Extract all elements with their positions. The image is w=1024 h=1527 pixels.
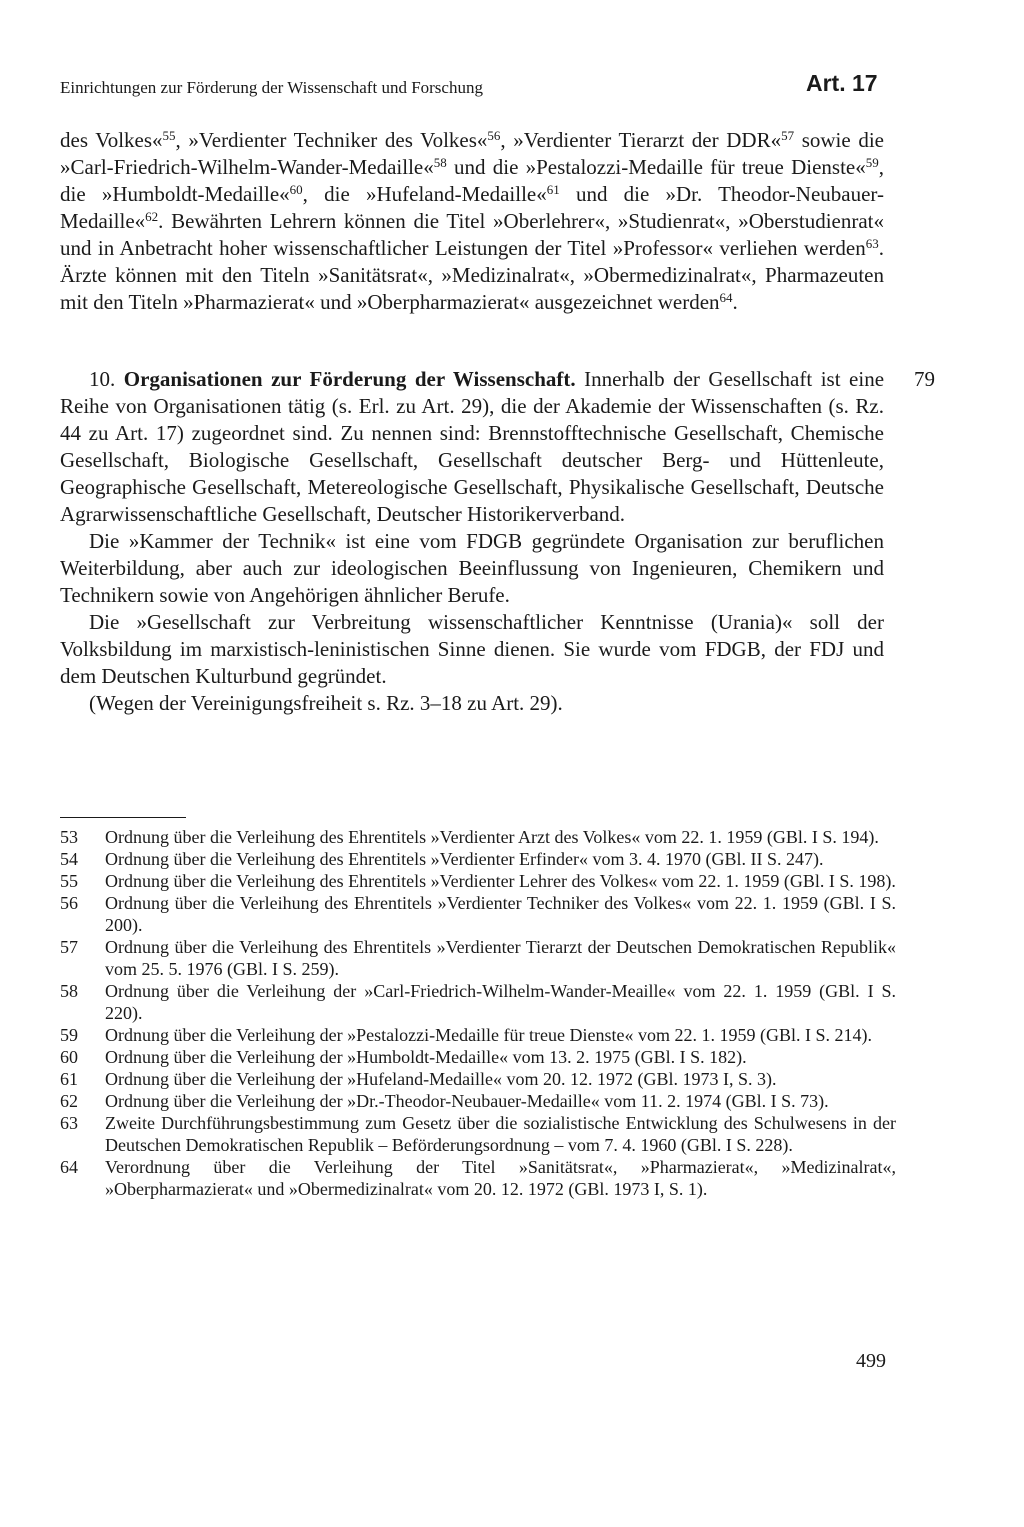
footnote-number: 63 xyxy=(60,1113,78,1133)
footnote-text: Ordnung über die Verleihung des Ehrentitels »Verdienter Lehrer des Volkes« vom 22. 1. 1959 (GBl. I S. 198). xyxy=(105,871,896,891)
footnote-ref[interactable]: 56 xyxy=(487,128,501,143)
footnote-number: 54 xyxy=(60,849,78,869)
section-title: Organisationen zur Förderung der Wissenschaft. xyxy=(123,367,576,391)
intro-text: . Ärzte können mit den Titeln »Sanitätsrat«, »Medizinalrat«, »Obermedizinalrat«, Pharmazeuten mit den Titeln »Pharmazierat« und »Oberpharmazierat« ausgezeichnet werden xyxy=(60,236,884,314)
footnote xyxy=(60,1024,896,1046)
footnote-number: 57 xyxy=(60,937,78,957)
footnote xyxy=(60,1112,896,1156)
footnote-ref[interactable]: 59 xyxy=(865,155,879,170)
footnote-number: 53 xyxy=(60,827,78,847)
footnote xyxy=(60,848,896,870)
footnote-ref[interactable]: 61 xyxy=(546,182,560,197)
intro-text: , »Verdienter Techniker des Volkes« xyxy=(175,128,488,152)
footnote xyxy=(60,1156,896,1200)
footnote-number: 60 xyxy=(60,1047,78,1067)
intro-text: , die »Hufeland-Medaille« xyxy=(302,182,547,206)
footnote-text: Ordnung über die Verleihung des Ehrentitels »Verdienter Arzt des Volkes« vom 22. 1. 1959 (GBl. I S. 194). xyxy=(105,827,879,847)
footnote xyxy=(60,892,896,936)
footnote-text: Ordnung über die Verleihung des Ehrentitels »Verdienter Techniker des Volkes« vom 22. 1. 1959 (GBl. I S. 200). xyxy=(105,893,896,935)
footnote-ref[interactable]: 64 xyxy=(719,290,733,305)
section-paragraph: (Wegen der Vereinigungsfreiheit s. Rz. 3–18 zu Art. 29). xyxy=(89,691,563,715)
footnote xyxy=(60,936,896,980)
intro-text: und die »Pestalozzi-Medaille für treue Dienste« xyxy=(446,155,866,179)
footnote-text: Ordnung über die Verleihung der »Humboldt-Medaille« vom 13. 2. 1975 (GBl. I S. 182). xyxy=(105,1047,747,1067)
footnote-text: Verordnung über die Verleihung der Titel »Sanitätsrat«, »Pharmazierat«, »Medizinalrat«, »Oberpharmazierat« und »Obermedizinalrat« vom 20. 12. 1972 (GBl. 1973 I, S. 1). xyxy=(105,1157,896,1199)
footnote-text: Ordnung über die Verleihung des Ehrentitels »Verdienter Erfinder« vom 3. 4. 1970 (GBl. II S. 247). xyxy=(105,849,824,869)
footnote-ref[interactable]: 60 xyxy=(289,182,303,197)
footnote-number: 55 xyxy=(60,871,78,891)
footnote-number: 62 xyxy=(60,1091,78,1111)
intro-text: . xyxy=(732,290,738,314)
intro-text: des Volkes« xyxy=(60,128,163,152)
footnote-divider xyxy=(60,817,186,818)
section-number: 10. xyxy=(89,367,116,391)
section-text: Innerhalb der Gesellschaft ist eine Reihe von Organisationen tätig (s. Erl. zu Art. 29), die der Akademie der Wissenschaften (s. Rz. 44 zu Art. 17) zugeordnet sind. Zu nennen sind: Brennstofftechnische Gesellschaft, Chemische Gesellschaft, Biologische Gesellschaft, Gesellschaft deutscher Berg- und Hüttenleute, Geographische Gesellschaft, Metereologische Gesellschaft, Physikalische Gesellschaft, Deutsche Agrarwissenschaftliche Gesellschaft, Deutscher Historikerverband. xyxy=(60,367,885,526)
article-label: Art. 17 xyxy=(806,70,878,96)
section-paragraph: Die »Gesellschaft zur Verbreitung wissenschaftlicher Kenntnisse (Urania)« soll der Volksbildung im marxistisch-leninistischen Sinne dienen. Sie wurde vom FDGB, der FDJ und dem Deutschen Kulturbund gegründet. xyxy=(60,610,884,688)
footnote-text: Ordnung über die Verleihung der »Carl-Friedrich-Wilhelm-Wander-Meaille« vom 22. 1. 1959 (GBl. I S. 220). xyxy=(105,981,896,1023)
footnote-ref[interactable]: 63 xyxy=(865,236,879,251)
footnotes xyxy=(60,826,896,1200)
intro-text: , »Verdienter Tierarzt der DDR« xyxy=(500,128,782,152)
footnote-number: 61 xyxy=(60,1069,78,1089)
intro-text: , die »Humboldt-Medaille« xyxy=(60,155,884,206)
margin-number: 79 xyxy=(914,367,935,391)
footnote-text: Zweite Durchführungsbestimmung zum Gesetz über die sozialistische Entwicklung des Schulwesens in der Deutschen Demokratischen Republik – Beförderungsordnung – vom 7. 4. 1960 (GBl. I S. 228). xyxy=(105,1113,896,1155)
footnote-number: 56 xyxy=(60,893,78,913)
footnote xyxy=(60,980,896,1024)
footnote xyxy=(60,826,896,848)
footnote xyxy=(60,1090,896,1112)
intro-text: und die »Dr. Theodor-Neubauer-Medaille« xyxy=(60,182,884,233)
intro-text: sowie die »Carl-Friedrich-Wilhelm-Wander-Medaille« xyxy=(60,128,884,179)
footnote-number: 64 xyxy=(60,1157,78,1177)
footnote-number: 58 xyxy=(60,981,78,1001)
intro-paragraph xyxy=(60,127,884,316)
footnote-number: 59 xyxy=(60,1025,78,1045)
footnote-ref[interactable]: 62 xyxy=(145,209,159,224)
footnote xyxy=(60,1046,896,1068)
section-paragraph: Die »Kammer der Technik« ist eine vom FDGB gegründete Organisation zur beruflichen Weiterbildung, aber auch zur ideologischen Beeinflussung von Ingenieuren, Chemikern und Technikern sowie von Angehörigen ähnlicher Berufe. xyxy=(60,529,884,607)
footnote xyxy=(60,870,896,892)
footnote-text: Ordnung über die Verleihung der »Pestalozzi-Medaille für treue Dienste« vom 22. 1. 1959 (GBl. I S. 214). xyxy=(105,1025,872,1045)
footnote-ref[interactable]: 55 xyxy=(162,128,176,143)
section-paragraph xyxy=(60,366,884,528)
footnote-text: Ordnung über die Verleihung der »Dr.-Theodor-Neubauer-Medaille« vom 11. 2. 1974 (GBl. I S. 73). xyxy=(105,1091,829,1111)
footnote-text: Ordnung über die Verleihung der »Hufeland-Medaille« vom 20. 12. 1972 (GBl. 1973 I, S. 3). xyxy=(105,1069,777,1089)
page-number: 499 xyxy=(856,1350,886,1372)
section-10 xyxy=(60,366,884,717)
running-title: Einrichtungen zur Förderung der Wissenschaft und Forschung xyxy=(60,78,483,97)
footnote-ref[interactable]: 57 xyxy=(781,128,795,143)
footnote-ref[interactable]: 58 xyxy=(433,155,447,170)
footnote-text: Ordnung über die Verleihung des Ehrentitels »Verdienter Tierarzt der Deutschen Demokratischen Republik« vom 25. 5. 1976 (GBl. I S. 259). xyxy=(105,937,896,979)
footnote xyxy=(60,1068,896,1090)
intro-text: . Bewährten Lehrern können die Titel »Oberlehrer«, »Studienrat«, »Oberstudienrat« und in Anbetracht hoher wissenschaftlicher Leistungen der Titel »Professor« verliehen werden xyxy=(60,209,884,260)
